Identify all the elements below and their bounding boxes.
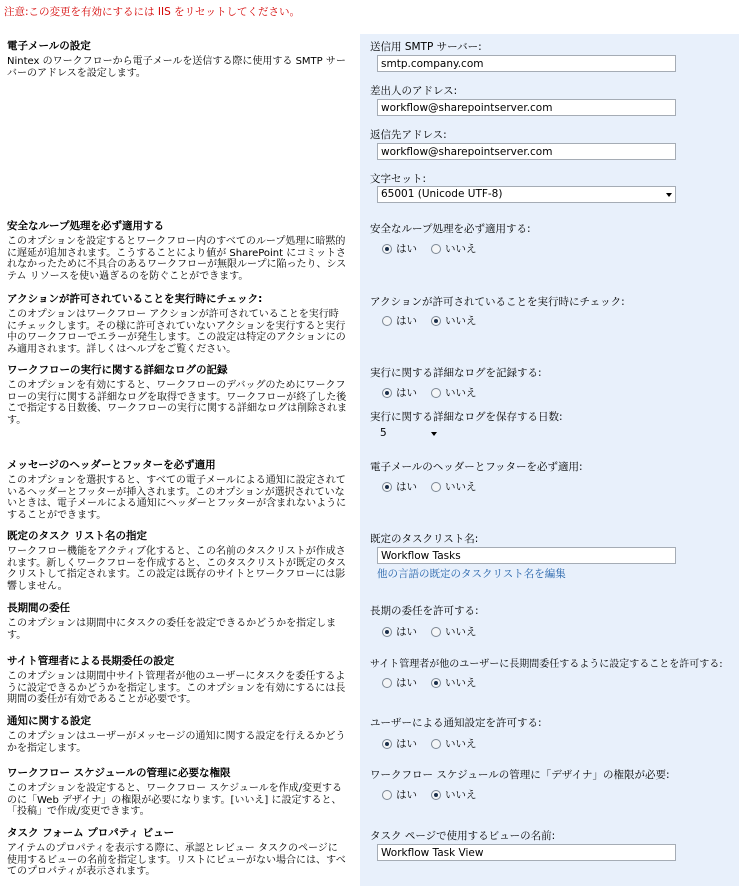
admin-delegation-radio-group <box>382 675 491 690</box>
radio-unchecked-icon <box>431 388 441 398</box>
iis-reset-warning: 注意:この変更を有効にするには IIS をリセットしてください。 <box>4 6 300 18</box>
chevron-down-icon <box>666 193 672 197</box>
notification-radio-group <box>382 736 491 751</box>
email-settings-section <box>7 40 347 79</box>
radio-checked-icon <box>382 482 392 492</box>
section-description: このオプションを設定すると、ワークフロー スケジュールを作成/変更するのに「Web デザイナ」の権限が必要になります。[いいえ] に設定すると、「投稿」で作成/変更できます。 <box>7 783 343 817</box>
section-description: このオプションを選択すると、すべての電子メールによる通知に設定されているヘッダーとフッターが挿入されます。このオプションが選択されていないときは、電子メールによる通知にヘッダーとフッターが含まれないようにすることができます。 <box>7 475 347 521</box>
radio-checked-icon <box>431 790 441 800</box>
section-title: ワークフロー スケジュールの管理に必要な権限 <box>7 767 231 779</box>
radio-yes[interactable] <box>382 787 417 802</box>
smtp-server-input[interactable] <box>377 55 676 72</box>
radio-unchecked-icon <box>431 739 441 749</box>
radio-no[interactable] <box>431 624 477 639</box>
section-title: 長期間の委任 <box>7 602 70 614</box>
from-address-input[interactable] <box>377 99 676 116</box>
radio-checked-icon <box>382 388 392 398</box>
radio-label: いいえ <box>445 789 477 801</box>
radio-no[interactable] <box>431 313 477 328</box>
schedule-permission-section <box>7 767 347 818</box>
task-form-view-label: タスク ページで使用するビューの名前: <box>370 830 556 842</box>
schedule-permission-radio-group <box>382 787 491 802</box>
radio-label: はい <box>396 243 417 255</box>
section-description: このオプションを設定するとワークフロー内のすべてのループ処理に暗黙的に遅延が追加されます。こうすることにより値が SharePoint にコミットされなかったために不具合のあるワークフローが無限ループに陥ったり、システム リソースを使い過ぎるのを防ぐことができます。 <box>7 236 347 282</box>
safe-loop-radio-group <box>382 241 491 256</box>
section-title: メッセージのヘッダーとフッターを必ず適用 <box>7 459 216 471</box>
delegation-section <box>7 602 347 641</box>
header-footer-radio-group <box>382 479 491 494</box>
action-check-radio-group <box>382 313 491 328</box>
verbose-logging-radio-group <box>382 385 491 400</box>
log-days-value: 5 <box>380 427 387 439</box>
radio-checked-icon <box>382 739 392 749</box>
header-footer-section <box>7 459 347 521</box>
section-title: タスク フォーム プロパティ ビュー <box>7 827 175 839</box>
section-description: このオプションは期間中にタスクの委任を設定できるかどうかを指定します。 <box>7 618 337 641</box>
charset-label: 文字セット: <box>370 173 427 185</box>
charset-select[interactable] <box>377 186 676 203</box>
chevron-down-icon <box>431 432 437 436</box>
radio-no[interactable] <box>431 787 477 802</box>
radio-yes[interactable] <box>382 241 417 256</box>
radio-unchecked-icon <box>382 316 392 326</box>
section-title: アクションが許可されていることを実行時にチェック: <box>7 293 263 305</box>
task-form-view-section <box>7 827 347 878</box>
radio-label: はい <box>396 789 417 801</box>
radio-label: はい <box>396 481 417 493</box>
safe-loop-section <box>7 220 347 282</box>
radio-label: はい <box>396 387 417 399</box>
section-description: このオプションは期間中サイト管理者が他のユーザーにタスクを委任するように設定できるかどうかを指定します。このオプションを有効にするには長期間の委任が有効であることが必要です。 <box>7 671 346 705</box>
section-description: Nintex のワークフローから電子メールを送信する際に使用する SMTP サーバーのアドレスを設定します。 <box>7 56 346 79</box>
radio-label: はい <box>396 677 417 689</box>
radio-yes[interactable] <box>382 736 417 751</box>
radio-no[interactable] <box>431 479 477 494</box>
section-title: 既定のタスク リスト名の指定 <box>7 530 147 542</box>
section-title: サイト管理者による長期委任の設定 <box>7 655 175 667</box>
default-tasklist-label: 既定のタスクリスト名: <box>370 533 479 545</box>
delegation-radio-group <box>382 624 491 639</box>
header-footer-label: 電子メールのヘッダーとフッターを必ず適用: <box>370 461 583 473</box>
section-description: このオプションを有効にすると、ワークフローのデバッグのためにワークフローの実行に関する詳細なログを取得できます。ワークフローが終了した後こで指定する日数後、ワークフローの実行に関する詳細なログは削除されます。 <box>7 380 347 426</box>
schedule-permission-label: ワークフロー スケジュールの管理に「デザイナ」の権限が必要: <box>370 769 670 781</box>
default-tasklist-section <box>7 530 347 592</box>
radio-yes[interactable] <box>382 479 417 494</box>
radio-no[interactable] <box>431 675 477 690</box>
radio-label: いいえ <box>445 677 477 689</box>
charset-value: 65001 (Unicode UTF-8) <box>381 188 503 200</box>
notification-section <box>7 715 347 754</box>
radio-checked-icon <box>382 627 392 637</box>
radio-unchecked-icon <box>382 790 392 800</box>
log-days-select[interactable] <box>377 426 440 443</box>
log-days-label: 実行に関する詳細なログを保存する日数: <box>370 411 563 423</box>
section-title: 電子メールの設定 <box>7 40 91 52</box>
action-check-label: アクションが許可されていることを実行時にチェック: <box>370 296 625 308</box>
default-tasklist-input[interactable] <box>377 547 676 564</box>
radio-checked-icon <box>382 244 392 254</box>
smtp-label: 送信用 SMTP サーバー: <box>370 41 482 53</box>
verbose-logging-label: 実行に関する詳細なログを記録する: <box>370 367 542 379</box>
section-title: 安全なループ処理を必ず適用する <box>7 220 164 232</box>
radio-yes[interactable] <box>382 675 417 690</box>
radio-checked-icon <box>431 316 441 326</box>
radio-label: いいえ <box>445 387 477 399</box>
delegation-label: 長期の委任を許可する: <box>370 605 479 617</box>
radio-label: はい <box>396 626 417 638</box>
task-form-view-input[interactable] <box>377 844 676 861</box>
reply-address-input[interactable] <box>377 143 676 160</box>
section-description: アイテムのプロパティを表示する際に、承認とレビュー タスクのページに使用するビューの名前を指定します。リストにビューがない場合には、すべてのプロパティが表示されます。 <box>7 843 346 877</box>
radio-checked-icon <box>431 678 441 688</box>
section-description: このオプションはユーザーがメッセージの通知に関する設定を行えるかどうかを指定します。 <box>7 731 346 754</box>
radio-unchecked-icon <box>431 482 441 492</box>
radio-label: いいえ <box>445 626 477 638</box>
section-title: ワークフローの実行に関する詳細なログの記録 <box>7 364 228 376</box>
from-label: 差出人のアドレス: <box>370 85 458 97</box>
radio-no[interactable] <box>431 736 477 751</box>
settings-panel <box>360 34 739 886</box>
verbose-logging-section <box>7 364 347 426</box>
radio-no[interactable] <box>431 241 477 256</box>
radio-yes[interactable] <box>382 385 417 400</box>
notification-label: ユーザーによる通知設定を許可する: <box>370 717 542 729</box>
section-description: このオプションはワークフロー アクションが許可されていることを実行時にチェックします。その様に許可されていないアクションを実行すると実行中のワークフローでエラーが発生します。この設定は特定のアクションにのみ適用されます。詳しくはヘルプをご覧ください。 <box>7 309 346 355</box>
radio-label: はい <box>396 738 417 750</box>
radio-label: いいえ <box>445 738 477 750</box>
radio-unchecked-icon <box>382 678 392 688</box>
radio-label: はい <box>396 315 417 327</box>
edit-tasklist-names-link[interactable]: 他の言語の既定のタスクリスト名を編集 <box>377 568 566 580</box>
radio-label: いいえ <box>445 315 477 327</box>
radio-label: いいえ <box>445 243 477 255</box>
section-title: 通知に関する設定 <box>7 715 91 727</box>
radio-label: いいえ <box>445 481 477 493</box>
radio-unchecked-icon <box>431 244 441 254</box>
action-check-section <box>7 293 347 355</box>
radio-unchecked-icon <box>431 627 441 637</box>
reply-label: 返信先アドレス: <box>370 129 447 141</box>
radio-yes[interactable] <box>382 313 417 328</box>
admin-delegation-section <box>7 655 347 706</box>
radio-no[interactable] <box>431 385 477 400</box>
safe-loop-label: 安全なループ処理を必ず適用する: <box>370 223 531 235</box>
admin-delegation-label: サイト管理者が他のユーザーに長期間委任するように設定することを許可する: <box>370 659 723 670</box>
section-description: ワークフロー機能をアクティブ化すると、この名前のタスクリストが作成されます。新しくワークフローを作成すると、このタスクリストが既定のタスクリストして指定されます。この設定は既存のサイトとワークフローには影響しません。 <box>7 546 346 592</box>
radio-yes[interactable] <box>382 624 417 639</box>
